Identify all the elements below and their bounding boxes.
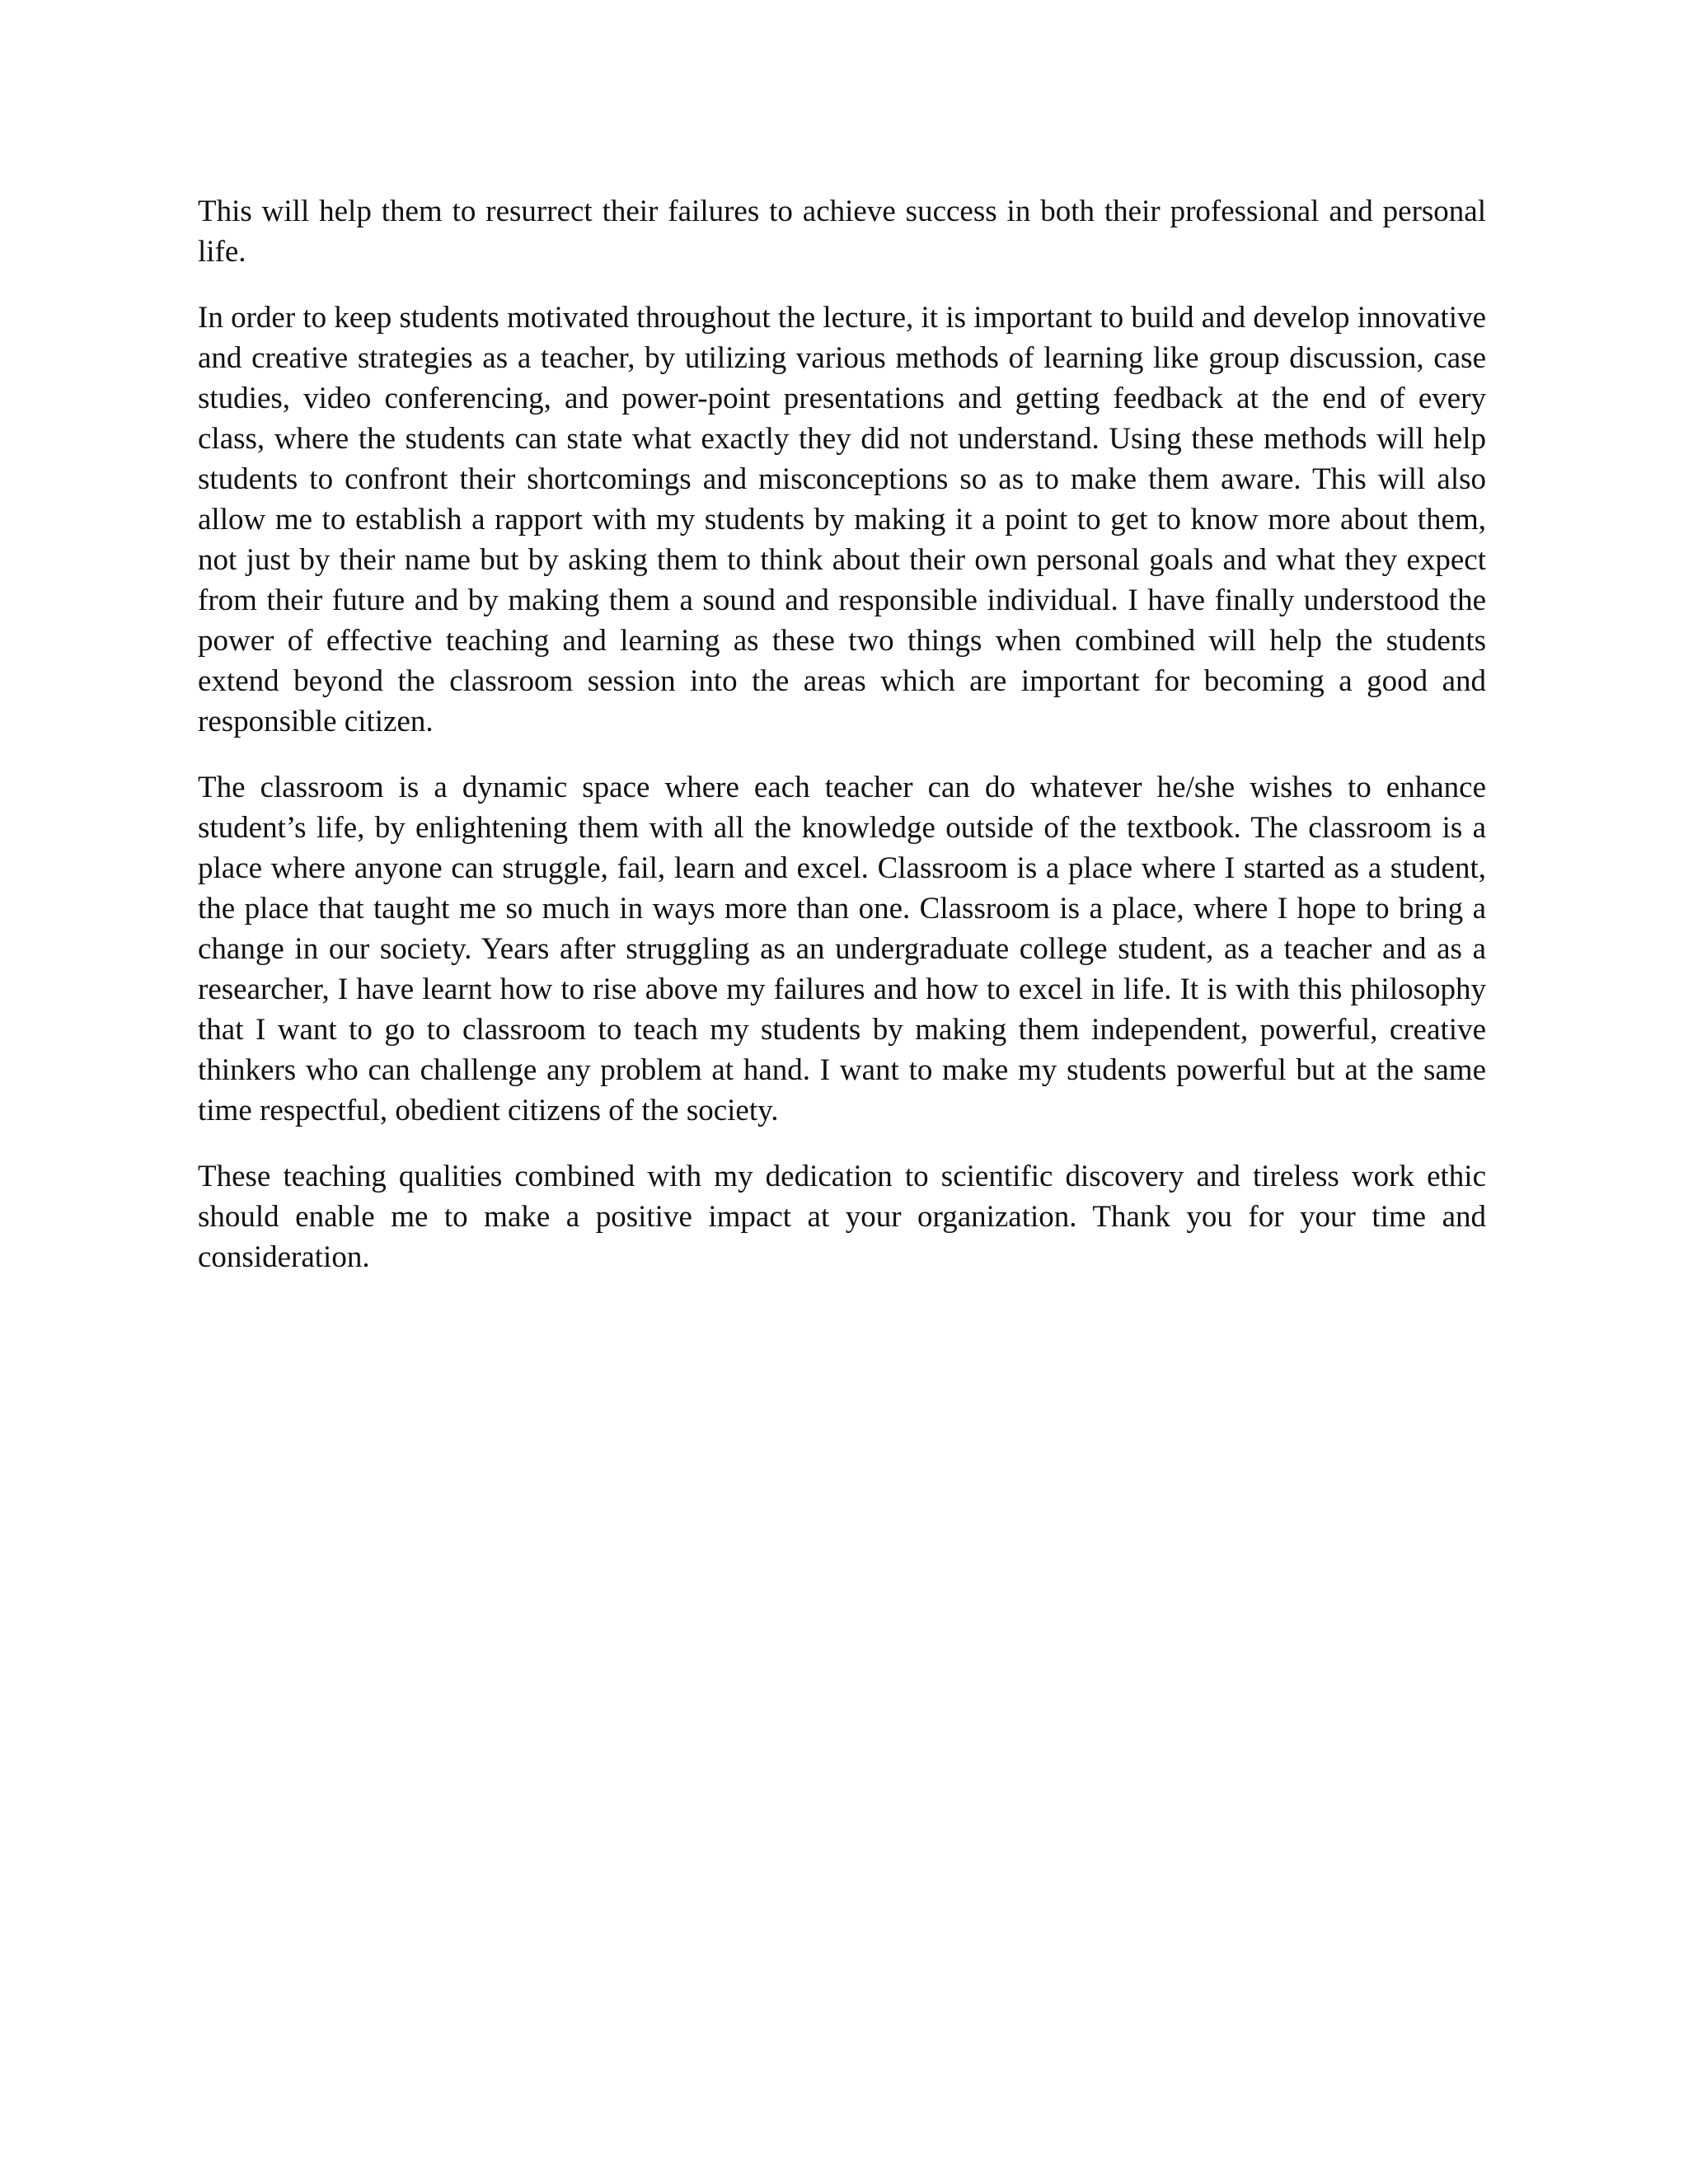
paragraph-1: This will help them to resurrect their failures to achieve success in both their professional and personal life.: [198, 194, 1486, 269]
paragraph-3: The classroom is a dynamic space where each teacher can do whatever he/she wishes to enhance student’s life, by enlightening them with all the knowledge outside of the textbook. The classroom is a place where anyone can struggle, fail, learn and excel. Classroom is a place where I started as a student, the place that taught me so much in ways more than one. Classroom is a place, where I hope to bring a change in our society. Years after struggling as an undergraduate college student, as a teacher and as a researcher, I have learnt how to rise above my failures and how to excel in life. It is with this philosophy that I want to go to classroom to teach my students by making them independent, powerful, creative thinkers who can challenge any problem at hand. I want to make my students powerful but at the same time respectful, obedient citizens of the society.: [198, 771, 1486, 1127]
paragraph-2: In order to keep students motivated throughout the lecture, it is important to build and develop innovative and creative strategies as a teacher, by utilizing various methods of learning like group discussion, case studies, video conferencing, and power-point presentations and getting feedback at the end of every class, where the students can state what exactly they did not understand. Using these methods will help students to confront their shortcomings and misconceptions so as to make them aware. This will also allow me to establish a rapport with my students by making it a point to get to know more about them, not just by their name but by asking them to think about their own personal goals and what they expect from their future and by making them a sound and responsible individual. I have finally understood the power of effective teaching and learning as these two things when combined will help the students extend beyond the classroom session into the areas which are important for becoming a good and responsible citizen.: [198, 301, 1486, 738]
document-body: [198, 191, 1486, 1303]
paragraph-4: These teaching qualities combined with my dedication to scientific discovery and tireless work ethic should enable me to make a positive impact at your organization. Thank you for your time and consideration.: [198, 1160, 1486, 1274]
